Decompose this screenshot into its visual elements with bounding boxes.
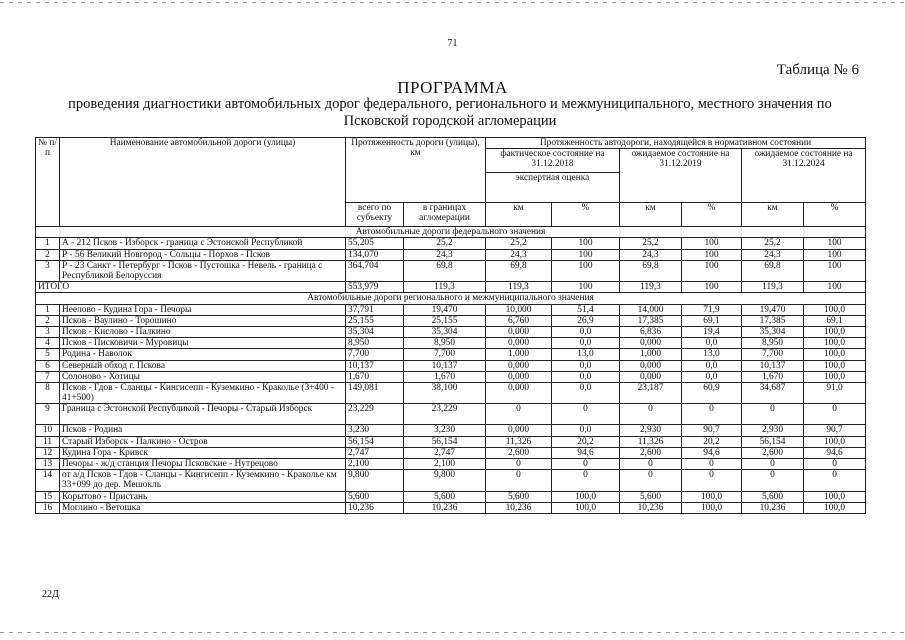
cell-km1: 0,000 — [486, 338, 552, 349]
cell-p2: 20,2 — [682, 436, 742, 447]
cell-total: 134,070 — [346, 249, 404, 260]
cell-km1: 25,2 — [486, 238, 552, 249]
cell-total: 1,670 — [346, 371, 404, 382]
table-row — [36, 383, 866, 404]
cell-km2: 6,836 — [620, 327, 682, 338]
cell-agg: 10,236 — [404, 502, 486, 513]
table-row — [36, 315, 866, 326]
cell-agg: 35,304 — [404, 327, 486, 338]
road-name: Печоры - ж/д станция Печоры Псковские - Нутрецово — [60, 459, 346, 470]
cell-p1: 0 — [552, 470, 620, 491]
road-name: А - 212 Псков - Изборск - граница с Эстонской Республикой — [60, 238, 346, 249]
header-expected-2019: ожидаемое состояние на 31.12.2019 — [620, 149, 742, 203]
cell-p1: 100 — [552, 249, 620, 260]
table-label: Таблица № 6 — [776, 62, 859, 78]
total-km3: 119,3 — [742, 282, 804, 293]
cell-agg: 3,230 — [404, 425, 486, 436]
total-p3: 100 — [804, 282, 866, 293]
row-number: 5 — [36, 349, 60, 360]
cell-total: 35,304 — [346, 327, 404, 338]
road-name: Псков - Писковичи - Муровицы — [60, 338, 346, 349]
cell-p1: 100 — [552, 260, 620, 281]
cell-agg: 8,950 — [404, 338, 486, 349]
table-row — [36, 491, 866, 502]
cell-km1: 10,236 — [486, 502, 552, 513]
cell-total: 5,600 — [346, 491, 404, 502]
cell-km1: 0,000 — [486, 383, 552, 404]
cell-agg: 7,700 — [404, 349, 486, 360]
cell-km3: 2,930 — [742, 425, 804, 436]
row-number: 4 — [36, 338, 60, 349]
cell-km2: 10,236 — [620, 502, 682, 513]
cell-agg: 9,800 — [404, 470, 486, 491]
road-name: Неелово - Кудина Гора - Печоры — [60, 304, 346, 315]
cell-p2: 100 — [682, 238, 742, 249]
table-row — [36, 327, 866, 338]
road-name: Псков - Гдов - Сланцы - Кингисепп - Куземкино - Краколье (3+400 - 41+500) — [60, 383, 346, 404]
cell-p1: 0 — [552, 459, 620, 470]
road-name: Моглино - Ветошка — [60, 502, 346, 513]
row-number: 16 — [36, 502, 60, 513]
row-number: 2 — [36, 315, 60, 326]
table-row — [36, 238, 866, 249]
road-name: Старый Изборск - Палкино - Остров — [60, 436, 346, 447]
cell-p2: 0 — [682, 470, 742, 491]
cell-km3: 8,950 — [742, 338, 804, 349]
cell-p1: 0,0 — [552, 360, 620, 371]
road-name: Граница с Эстонской Республикой - Печоры - Старый Изборск — [60, 404, 346, 425]
cell-p2: 71,9 — [682, 304, 742, 315]
header-norm: Протяженность автодороги, находящейся в нормативном состоянии — [486, 138, 866, 149]
cell-km1: 0,000 — [486, 371, 552, 382]
cell-p2: 19,4 — [682, 327, 742, 338]
table-row — [36, 447, 866, 458]
table-row — [36, 425, 866, 436]
total-p1: 100 — [552, 282, 620, 293]
cell-p3: 100 — [804, 260, 866, 281]
cell-km1: 2,600 — [486, 447, 552, 458]
cell-p1: 51,4 — [552, 304, 620, 315]
cell-p3: 100,0 — [804, 304, 866, 315]
cell-km1: 0,000 — [486, 327, 552, 338]
cell-km3: 56,154 — [742, 436, 804, 447]
header-in-agglo: в границах агломерации — [404, 203, 486, 227]
header-name: Наименование автомобильной дороги (улицы) — [60, 138, 346, 227]
page-number: 71 — [447, 38, 458, 49]
cell-km2: 0,000 — [620, 371, 682, 382]
cell-p2: 0,0 — [682, 360, 742, 371]
section-title: Автомобильные дороги федерального значения — [36, 227, 866, 238]
row-number: 3 — [36, 327, 60, 338]
cell-agg: 69,8 — [404, 260, 486, 281]
cell-km3: 0 — [742, 404, 804, 425]
road-name: Корытово - Пристань — [60, 491, 346, 502]
cell-p1: 0,0 — [552, 327, 620, 338]
cell-km2: 5,600 — [620, 491, 682, 502]
cell-p2: 100 — [682, 260, 742, 281]
section-row — [36, 227, 866, 238]
subtitle-line-1: проведения диагностики автомобильных дорог федерального, регионального и межмуниципального, местного значения по — [68, 96, 832, 112]
row-number: 1 — [36, 238, 60, 249]
cell-agg: 56,154 — [404, 436, 486, 447]
cell-km2: 23,187 — [620, 383, 682, 404]
cell-km2: 2,930 — [620, 425, 682, 436]
cell-km2: 0,000 — [620, 360, 682, 371]
cell-p2: 0 — [682, 404, 742, 425]
total-row — [36, 282, 866, 293]
cell-p1: 0 — [552, 404, 620, 425]
cell-km2: 14,000 — [620, 304, 682, 315]
row-number: 9 — [36, 404, 60, 425]
row-number: 11 — [36, 436, 60, 447]
cell-km1: 24,3 — [486, 249, 552, 260]
cell-km1: 1,000 — [486, 349, 552, 360]
cell-km3: 7,700 — [742, 349, 804, 360]
header-expert: экспертная оценка — [486, 173, 620, 203]
cell-km3: 34,687 — [742, 383, 804, 404]
cell-agg: 24,3 — [404, 249, 486, 260]
cell-total: 10,137 — [346, 360, 404, 371]
cell-p3: 94,6 — [804, 447, 866, 458]
row-number: 2 — [36, 249, 60, 260]
cell-p2: 0,0 — [682, 371, 742, 382]
cell-km1: 5,600 — [486, 491, 552, 502]
cell-p3: 100,0 — [804, 360, 866, 371]
table-row — [36, 470, 866, 491]
cell-km1: 69,8 — [486, 260, 552, 281]
cell-km3: 0 — [742, 470, 804, 491]
header-expected-2024: ожидаемое состояние на 31.12.2024 — [742, 149, 866, 203]
road-name: Кудина Гора - Кривск — [60, 447, 346, 458]
cell-agg: 23,229 — [404, 404, 486, 425]
cell-p1: 100 — [552, 238, 620, 249]
cell-p1: 100,0 — [552, 502, 620, 513]
road-name: Р - 23 Санкт - Петербург - Псков - Пустошка - Невель - граница с Республикой Белоруссия — [60, 260, 346, 281]
cell-p2: 13,0 — [682, 349, 742, 360]
cell-km1: 0,000 — [486, 360, 552, 371]
road-name: Родина - Наволок — [60, 349, 346, 360]
cell-p1: 94,6 — [552, 447, 620, 458]
table-row — [36, 349, 866, 360]
cell-agg: 1,670 — [404, 371, 486, 382]
cell-km3: 5,600 — [742, 491, 804, 502]
cell-p2: 0 — [682, 459, 742, 470]
cell-p1: 100,0 — [552, 491, 620, 502]
cell-km1: 0 — [486, 470, 552, 491]
cell-p1: 26,9 — [552, 315, 620, 326]
cell-total: 10,236 — [346, 502, 404, 513]
cell-total: 9,800 — [346, 470, 404, 491]
cell-total: 364,704 — [346, 260, 404, 281]
cell-agg: 38,100 — [404, 383, 486, 404]
road-name: Солоново - Хотицы — [60, 371, 346, 382]
cell-p2: 94,6 — [682, 447, 742, 458]
cell-p3: 100,0 — [804, 349, 866, 360]
header-pct-3: % — [804, 203, 866, 227]
cell-km2: 0,000 — [620, 338, 682, 349]
row-number: 14 — [36, 470, 60, 491]
header-pct-2: % — [682, 203, 742, 227]
cell-km1: 11,326 — [486, 436, 552, 447]
total-p2: 100 — [682, 282, 742, 293]
cell-p3: 100,0 — [804, 502, 866, 513]
cell-agg: 2,100 — [404, 459, 486, 470]
cell-total: 7,700 — [346, 349, 404, 360]
cell-p3: 0 — [804, 459, 866, 470]
total-label: ИТОГО — [36, 282, 346, 293]
table-row — [36, 304, 866, 315]
cell-km3: 19,470 — [742, 304, 804, 315]
cell-p3: 69,1 — [804, 315, 866, 326]
cell-p2: 60,9 — [682, 383, 742, 404]
cell-km2: 17,385 — [620, 315, 682, 326]
cell-p3: 100 — [804, 238, 866, 249]
table-row — [36, 459, 866, 470]
total-total: 553,979 — [346, 282, 404, 293]
table-row — [36, 436, 866, 447]
cell-km3: 69,8 — [742, 260, 804, 281]
road-name: Северный обход г. Пскова — [60, 360, 346, 371]
total-agg: 119,3 — [404, 282, 486, 293]
table-row — [36, 502, 866, 513]
cell-total: 2,747 — [346, 447, 404, 458]
row-number: 7 — [36, 371, 60, 382]
cell-km3: 1,670 — [742, 371, 804, 382]
cell-agg: 19,470 — [404, 304, 486, 315]
section-title: Автомобильные дороги регионального и межмуниципального значения — [36, 293, 866, 304]
cell-km1: 0,000 — [486, 425, 552, 436]
subtitle-line-2: Псковской городской агломерации — [343, 113, 557, 129]
table-row — [36, 338, 866, 349]
road-name: Псков - Родина — [60, 425, 346, 436]
cell-km2: 1,000 — [620, 349, 682, 360]
cell-p3: 100,0 — [804, 436, 866, 447]
table-row — [36, 260, 866, 281]
cell-p2: 69,1 — [682, 315, 742, 326]
footer-code: 22Д — [42, 589, 59, 600]
header-km-3: км — [742, 203, 804, 227]
header-pct-1: % — [552, 203, 620, 227]
cell-km3: 10,137 — [742, 360, 804, 371]
road-name: Псков - Ваулино - Торошино — [60, 315, 346, 326]
cell-agg: 25,2 — [404, 238, 486, 249]
cell-p3: 90,7 — [804, 425, 866, 436]
cell-km2: 2,600 — [620, 447, 682, 458]
document-title: ПРОГРАММА — [397, 78, 508, 97]
cell-km3: 17,385 — [742, 315, 804, 326]
cell-km2: 0 — [620, 459, 682, 470]
cell-km2: 24,3 — [620, 249, 682, 260]
cell-km1: 10,000 — [486, 304, 552, 315]
total-km2: 119,3 — [620, 282, 682, 293]
cell-p1: 0,0 — [552, 425, 620, 436]
cell-p2: 100,0 — [682, 491, 742, 502]
document-subtitle — [30, 96, 870, 130]
scan-edge-top — [0, 2, 905, 3]
cell-km3: 35,304 — [742, 327, 804, 338]
cell-p2: 100,0 — [682, 502, 742, 513]
cell-km1: 0 — [486, 404, 552, 425]
row-number: 1 — [36, 304, 60, 315]
row-number: 15 — [36, 491, 60, 502]
table-row — [36, 249, 866, 260]
roads-table — [35, 137, 866, 514]
section-row — [36, 293, 866, 304]
cell-total: 2,100 — [346, 459, 404, 470]
cell-km3: 24,3 — [742, 249, 804, 260]
header-km-1: км — [486, 203, 552, 227]
cell-total: 23,229 — [346, 404, 404, 425]
cell-p2: 0,0 — [682, 338, 742, 349]
road-name: от а/д Псков - Гдов - Сланцы - Кингисепп - Куземкино - Краколье км 33+099 до дер. Мешокль — [60, 470, 346, 491]
cell-p3: 100 — [804, 249, 866, 260]
cell-p2: 90,7 — [682, 425, 742, 436]
cell-p1: 20,2 — [552, 436, 620, 447]
cell-km2: 0 — [620, 404, 682, 425]
cell-p3: 100,0 — [804, 327, 866, 338]
table-row — [36, 404, 866, 425]
row-number: 10 — [36, 425, 60, 436]
header-actual: фактическое состояние на 31.12.2018 — [486, 149, 620, 173]
cell-p3: 100,0 — [804, 338, 866, 349]
cell-total: 56,154 — [346, 436, 404, 447]
header-length: Протяженность дороги (улицы), км — [346, 138, 486, 203]
row-number: 8 — [36, 383, 60, 404]
cell-p3: 100,0 — [804, 371, 866, 382]
table-row — [36, 360, 866, 371]
cell-km1: 6,760 — [486, 315, 552, 326]
cell-km3: 0 — [742, 459, 804, 470]
road-name: Р - 56 Великий Новгород - Сольцы - Порхов - Псков — [60, 249, 346, 260]
scan-edge-bottom — [0, 632, 905, 633]
cell-km2: 11,326 — [620, 436, 682, 447]
cell-km2: 25,2 — [620, 238, 682, 249]
header-total-subject: всего по субъекту — [346, 203, 404, 227]
cell-km2: 0 — [620, 470, 682, 491]
road-name: Псков - Кислово - Палкино — [60, 327, 346, 338]
cell-agg: 5,600 — [404, 491, 486, 502]
cell-total: 8,950 — [346, 338, 404, 349]
cell-p1: 0,0 — [552, 371, 620, 382]
cell-p3: 0 — [804, 470, 866, 491]
cell-km2: 69,8 — [620, 260, 682, 281]
cell-agg: 10,137 — [404, 360, 486, 371]
cell-total: 149,081 — [346, 383, 404, 404]
cell-p3: 100,0 — [804, 491, 866, 502]
cell-p3: 91,0 — [804, 383, 866, 404]
cell-p3: 0 — [804, 404, 866, 425]
cell-total: 25,155 — [346, 315, 404, 326]
cell-p2: 100 — [682, 249, 742, 260]
cell-km3: 25,2 — [742, 238, 804, 249]
row-number: 3 — [36, 260, 60, 281]
cell-agg: 25,155 — [404, 315, 486, 326]
cell-p1: 0,0 — [552, 338, 620, 349]
cell-p1: 13,0 — [552, 349, 620, 360]
cell-total: 3,230 — [346, 425, 404, 436]
row-number: 6 — [36, 360, 60, 371]
row-number: 13 — [36, 459, 60, 470]
table-row — [36, 371, 866, 382]
cell-total: 37,791 — [346, 304, 404, 315]
header-km-2: км — [620, 203, 682, 227]
cell-p1: 0,0 — [552, 383, 620, 404]
cell-km3: 10,236 — [742, 502, 804, 513]
header-num: № п/п — [36, 138, 60, 227]
cell-km1: 0 — [486, 459, 552, 470]
total-km1: 119,3 — [486, 282, 552, 293]
cell-total: 55,205 — [346, 238, 404, 249]
cell-km3: 2,600 — [742, 447, 804, 458]
row-number: 12 — [36, 447, 60, 458]
cell-agg: 2,747 — [404, 447, 486, 458]
